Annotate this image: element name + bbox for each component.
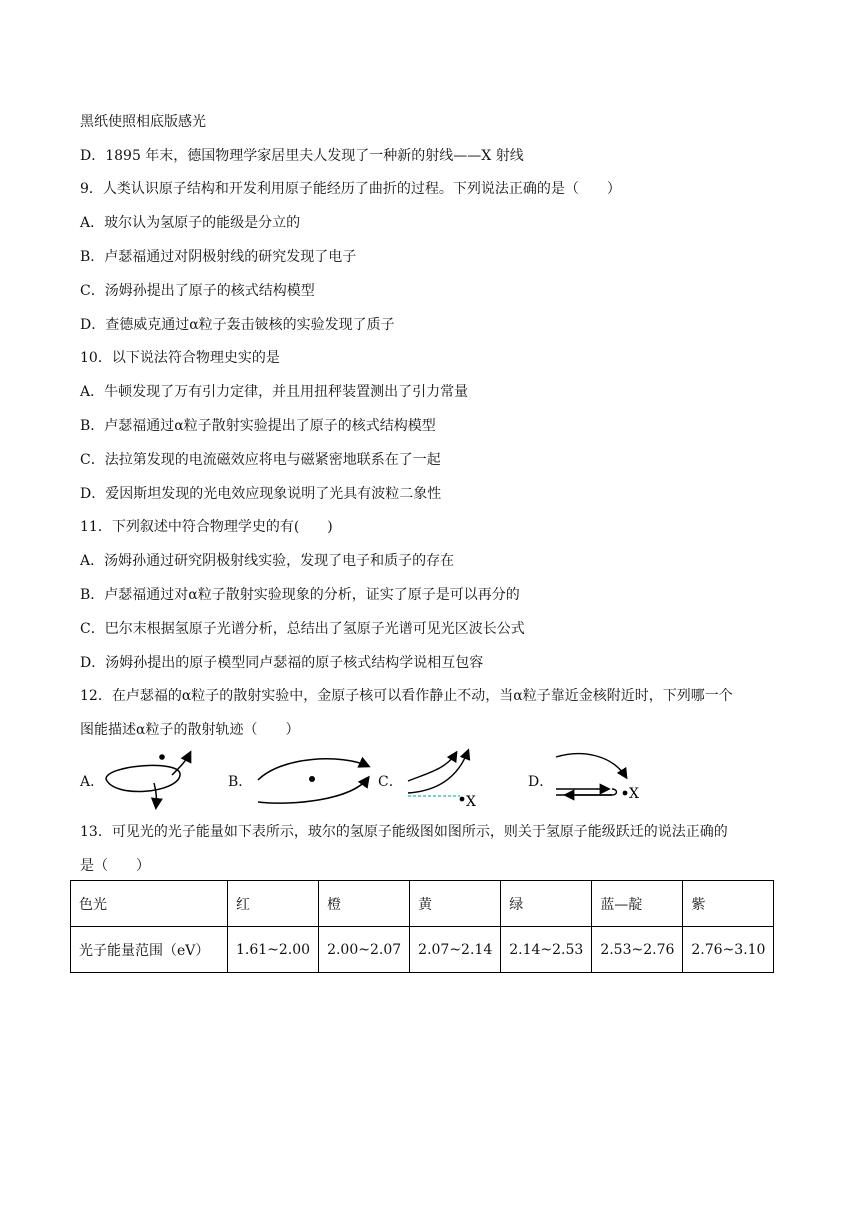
table-row [71,927,774,973]
text-line-continuation: 黑纸使照相底版感光 [80,114,206,130]
trajectory-path [556,789,617,795]
table-cell: 色光 [71,881,228,927]
q9-option-a: A．玻尔认为氢原子的能级是分立的 [80,215,301,231]
q10-option-d: D．爱因斯坦发现的光电效应现象说明了光具有波粒二象性 [80,486,442,502]
q11-option-d: D．汤姆孙提出的原子模型同卢瑟福的原子核式结构学说相互包容 [80,655,484,671]
q12-option-b-label: B． [228,774,253,790]
q9-stem: 9．人类认识原子结构和开发利用原子能经历了曲折的过程。下列说法正确的是（ ） [80,181,621,197]
table-cell: 橙 [319,881,410,927]
trajectory-path [408,753,456,781]
q12-stem-line1: 12．在卢瑟福的α粒子的散射实验中，金原子核可以看作静止不动，当α粒子靠近金核附近时，下列哪一个 [80,688,733,704]
q9-option-d: D．查德威克通过α粒子轰击铍核的实验发现了质子 [80,317,395,333]
table-cell: 1.61~2.00 [228,927,319,973]
table-cell: 2.14~2.53 [501,927,592,973]
q10-stem: 10．以下说法符合物理史实的是 [80,350,280,366]
trajectory-path [556,754,626,777]
q12-figure-b [252,752,374,808]
table-cell: 紫 [683,881,774,927]
q12-stem-line2: 图能描述α粒子的散射轨迹（ ） [80,722,300,738]
q12-option-d-label: D． [528,774,554,790]
q12-figure-a [100,745,210,810]
table-cell: 2.07~2.14 [410,927,501,973]
q13-stem-line1: 13．可见光的光子能量如下表所示，玻尔的氢原子能级图如图所示，则关于氢原子能级跃迁的说法正确的 [80,824,728,840]
label-x: X [466,794,476,809]
trajectory-path [408,751,468,793]
table-header-row [71,881,774,927]
q9-option-b: B．卢瑟福通过对阴极射线的研究发现了电子 [80,249,357,265]
table-cell: 2.00~2.07 [319,927,410,973]
table-cell: 光子能量范围（eV） [71,927,228,973]
nucleus-dot [159,754,165,760]
q11-option-c: C．巴尔末根据氢原子光谱分析，总结出了氢原子光谱可见光区波长公式 [80,621,525,637]
q11-option-a: A．汤姆孙通过研究阴极射线实验，发现了电子和质子的存在 [80,553,455,569]
q9-option-c: C．汤姆孙提出了原子的核式结构模型 [80,283,315,299]
q12-option-c-label: C． [378,774,403,790]
q10-option-c: C．法拉第发现的电流磁效应将电与磁紧密地联系在了一起 [80,452,441,468]
table-cell: 2.53~2.76 [592,927,683,973]
photon-energy-table [70,880,774,973]
trajectory-path [106,765,180,791]
q12-option-a-label: A． [80,774,105,790]
trajectory-path [154,783,156,807]
table-cell: 绿 [501,881,592,927]
q10-option-a: A．牛顿发现了万有引力定律，并且用扭秤装置测出了引力常量 [80,384,469,400]
nucleus-dot [460,797,465,802]
trajectory-path [172,753,190,775]
table-cell: 2.76~3.10 [683,927,774,973]
q11-stem: 11．下列叙述中符合物理学史的有( ) [80,519,333,535]
nucleus-dot [623,791,628,796]
q12-figure-d [552,747,652,809]
nucleus-dot [309,776,315,782]
q13-stem-line2: 是（ ） [80,858,150,874]
table-cell: 黄 [410,881,501,927]
label-x: X [629,786,639,802]
q10-option-b: B．卢瑟福通过α粒子散射实验提出了原子的核式结构模型 [80,418,436,434]
table-cell: 蓝—靛 [592,881,683,927]
q12-figure-c [398,747,488,809]
table-cell: 红 [228,881,319,927]
q8-option-d: D．1895 年末，德国物理学家居里夫人发现了一种新的射线——X 射线 [80,148,524,164]
q11-option-b: B．卢瑟福通过对α粒子散射实验现象的分析，证实了原子是可以再分的 [80,587,520,603]
